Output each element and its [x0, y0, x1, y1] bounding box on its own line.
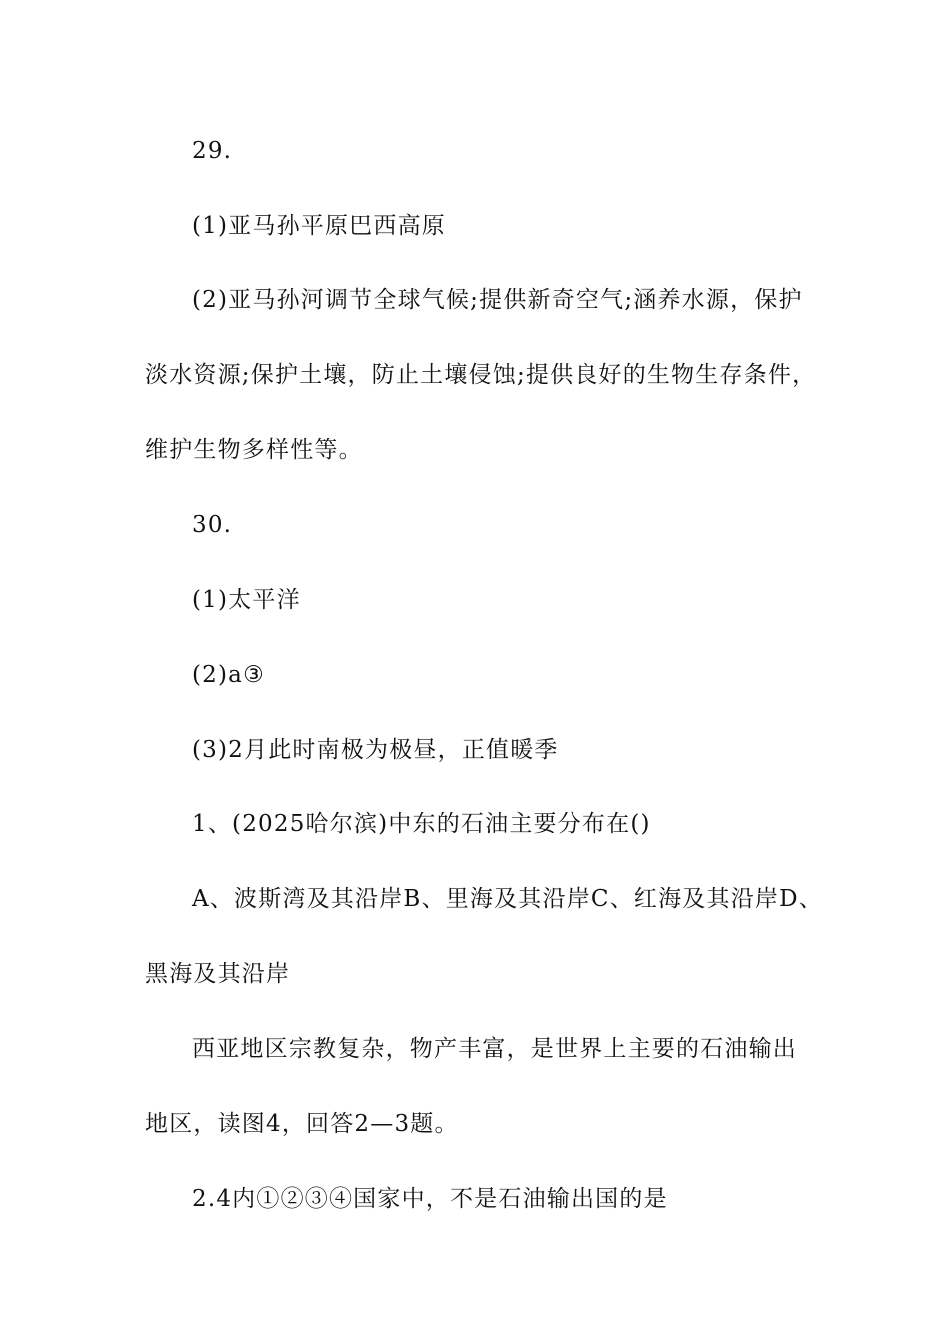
question-1-options-line-2: 黑海及其沿岸: [145, 961, 291, 987]
answer-30-2: (2)a③: [192, 662, 265, 688]
answer-29-2-line-2: 淡水资源;保护土壤，防止土壤侵蚀;提供良好的生物生存条件，: [145, 362, 817, 388]
answer-29-2-line-3: 维护生物多样性等。: [145, 437, 363, 463]
passage-line-1: 西亚地区宗教复杂，物产丰富，是世界上主要的石油输出: [192, 1036, 797, 1062]
answer-29-1: (1)亚马孙平原巴西高原: [192, 213, 446, 239]
question-number-29: 29.: [192, 138, 233, 164]
answer-30-3: (3)2月此时南极为极昼，正值暖季: [192, 737, 559, 763]
question-2: 2.4内①②③④国家中，不是石油输出国的是: [192, 1186, 668, 1212]
question-1: 1、(2025哈尔滨)中东的石油主要分布在(): [192, 811, 651, 837]
question-1-options-line-1: A、波斯湾及其沿岸B、里海及其沿岸C、红海及其沿岸D、: [192, 886, 823, 912]
passage-line-2: 地区，读图4，回答2—3题。: [145, 1111, 459, 1137]
answer-29-2-line-1: (2)亚马孙河调节全球气候;提供新奇空气;涵养水源，保护: [192, 287, 803, 313]
question-number-30: 30.: [192, 512, 233, 538]
answer-30-1: (1)太平洋: [192, 587, 301, 613]
